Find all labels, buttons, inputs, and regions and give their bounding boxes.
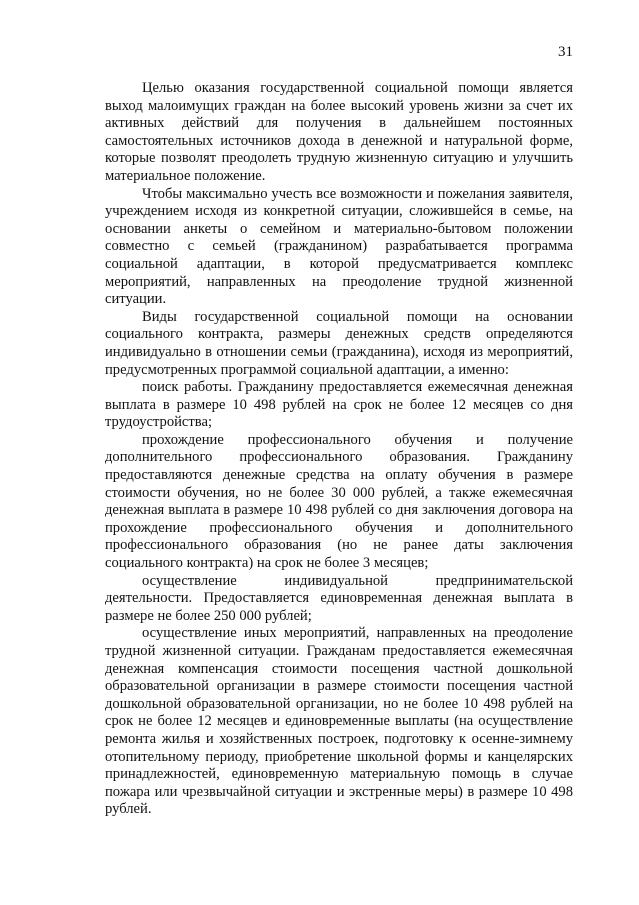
list-item-entrepreneurship: осуществление индивидуальной предпринимательской деятельности. Предоставляется единовременная денежная выплата в размере не более 250 000 рублей; bbox=[105, 572, 573, 624]
page-number: 31 bbox=[558, 44, 573, 60]
body-text bbox=[105, 80, 573, 819]
paragraph-assistance-types: Виды государственной социальной помощи на основании социального контракта, размеры денежных средств определяются индивидуально в отношении семьи (гражданина), исходя из мероприятий, предусмотренных программой социальной адаптации, а именно: bbox=[105, 308, 573, 378]
paragraph-purpose: Целью оказания государственной социальной помощи является выход малоимущих граждан на более высокий уровень жизни за счет их активных действий для получения в дальнейшем постоянных самостоятельных источников дохода в денежной и натуральной форме, которые позволят преодолеть трудную жизненную ситуацию и улучшить материальное положение. bbox=[105, 80, 573, 184]
list-item-job-search: поиск работы. Гражданину предоставляется ежемесячная денежная выплата в размере 10 498 рублей на срок не более 12 месяцев со дня трудоустройства; bbox=[105, 379, 573, 431]
list-item-other-measures: осуществление иных мероприятий, направленных на преодоление трудной жизненной ситуации. Гражданам предоставляется ежемесячная денежная компенсация стоимости посещения частной дошкольной образовательной организации в размере стоимости посещения частной дошкольной образовательной организации, но не более 10 498 рублей на срок не более 12 месяцев и единовременные выплаты (на осуществление ремонта жилья и хозяйственных построек, подготовку к осенне-зимнему отопительному периоду, приобретение школьной формы и канцелярских принадлежностей, единовременную материальную помощь в случае пожара или чрезвычайной ситуации и экстренные меры) в размере 10 498 рублей. bbox=[105, 625, 573, 818]
paragraph-adaptation-program: Чтобы максимально учесть все возможности и пожелания заявителя, учреждением исходя из конкретной ситуации, сложившейся в семье, на основании анкеты о семейном и материально-бытовом положении совместно с семьей (гражданином) разрабатывается программа социальной адаптации, в которой предусматривается комплекс мероприятий, направленных на преодоление трудной жизненной ситуации. bbox=[105, 185, 573, 308]
list-item-professional-training: прохождение профессионального обучения и получение дополнительного профессионального образования. Гражданину предоставляются денежные средства на оплату обучения в размере стоимости обучения, но не более 30 000 рублей, а также ежемесячная денежная выплата в размере 10 498 рублей со дня заключения договора на прохождение профессионального обучения и дополнительного профессионального образования (но не ранее даты заключения социального контракта) на срок не более 3 месяцев; bbox=[105, 431, 573, 572]
